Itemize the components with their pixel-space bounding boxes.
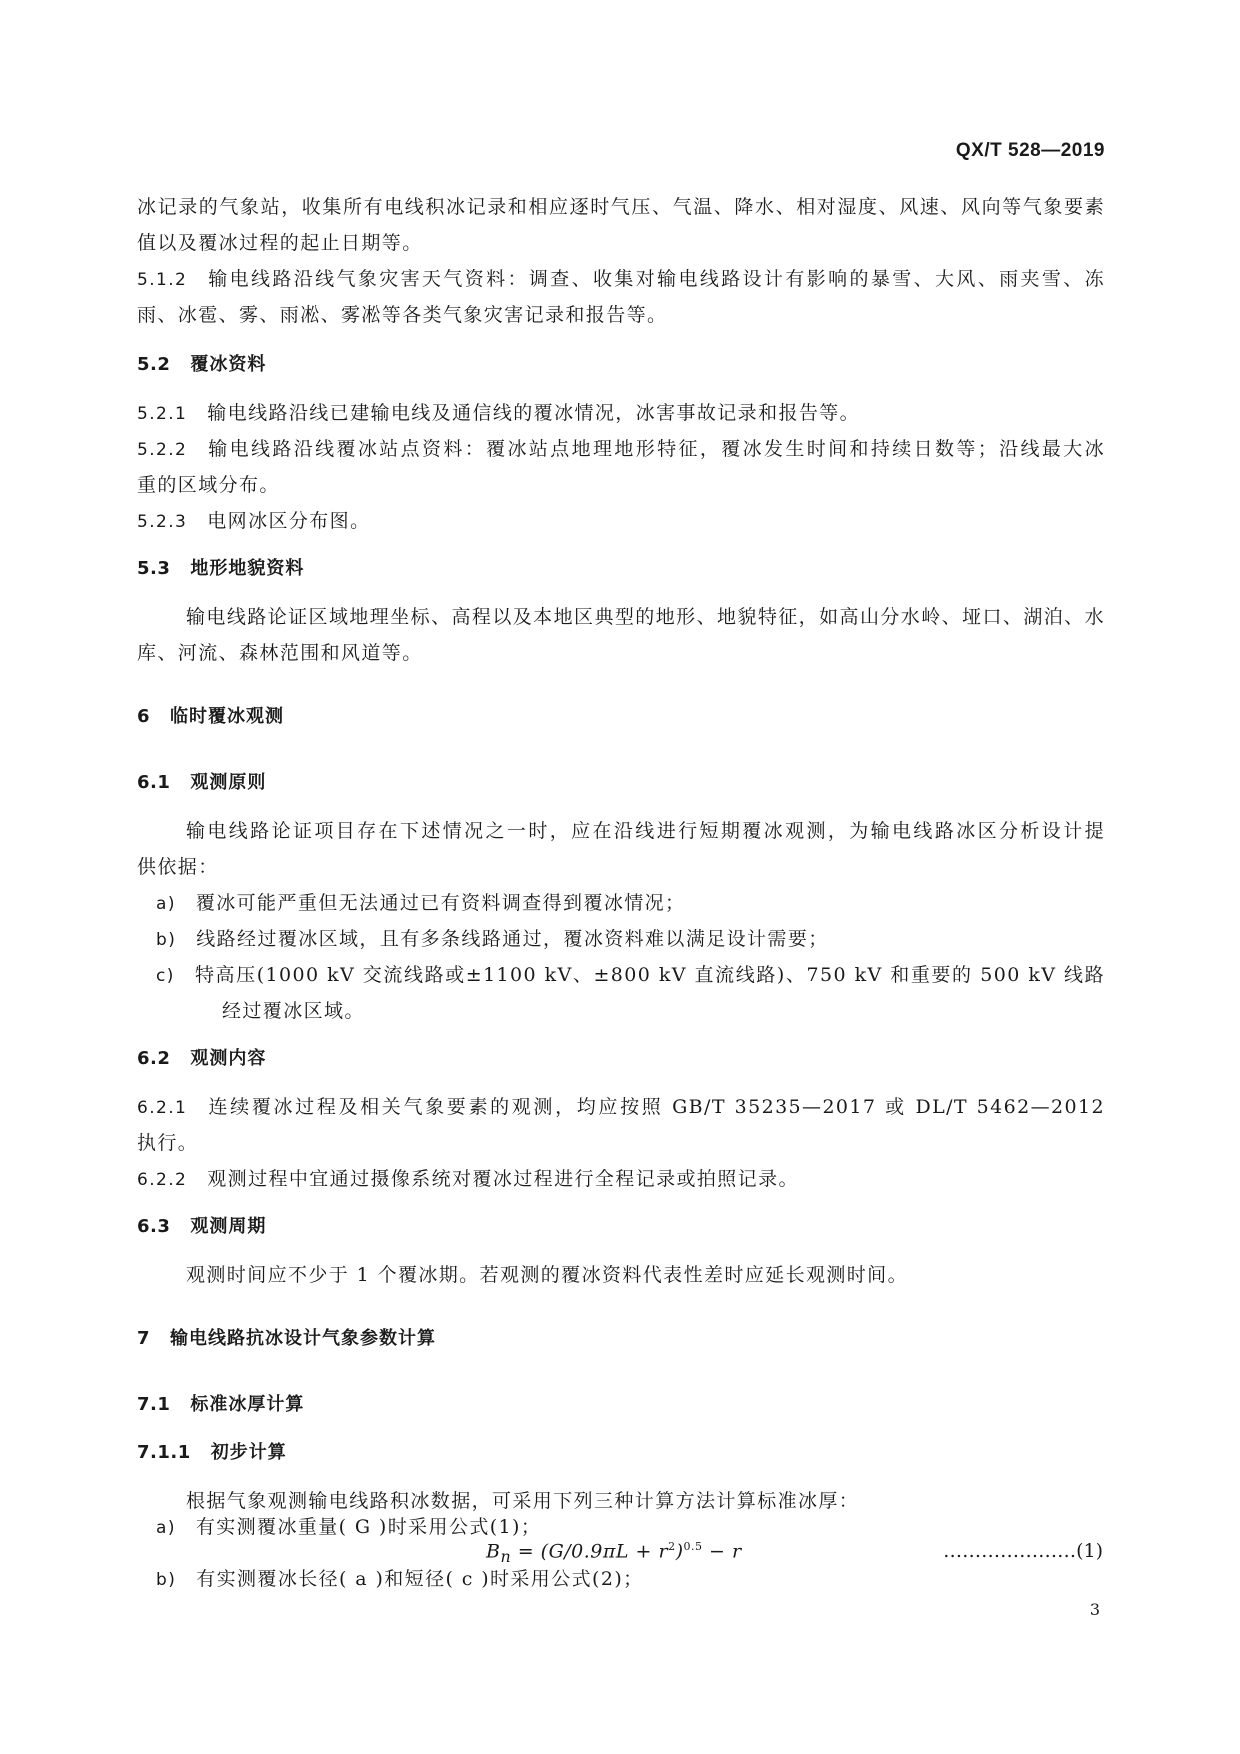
paragraph-line: 根据气象观测输电线路积冰数据，可采用下列三种计算方法计算标准冰厚： bbox=[186, 1490, 860, 1512]
formula-1 bbox=[486, 1540, 742, 1566]
section-heading-5-3 bbox=[137, 556, 1105, 582]
clause-5-2-1 bbox=[137, 400, 1105, 427]
list-marker: b) bbox=[156, 1570, 177, 1590]
list-text: 覆冰可能严重但无法通过已有资料调查得到覆冰情况； bbox=[195, 892, 686, 914]
page-number: 3 bbox=[1089, 1600, 1100, 1619]
section-title: 观测内容 bbox=[190, 1048, 267, 1069]
section-number: 7.1 bbox=[137, 1394, 171, 1415]
list-item-a bbox=[156, 890, 1105, 917]
list-text: 特高压(1000 kV 交流线路或±1100 kV、±800 kV 直流线路)、750 kV 和重要的 500 kV 线路 bbox=[194, 964, 1105, 986]
clause-text: 输电线路沿线已建输电线及通信线的覆冰情况，冰害事故记录和报告等。 bbox=[207, 402, 861, 424]
clause-number: 5.2.3 bbox=[137, 512, 188, 532]
formula-exponent: 2 bbox=[668, 1540, 676, 1553]
list-text: 有实测覆冰重量( G )时采用公式(1)； bbox=[195, 1516, 542, 1538]
formula-symbol: B bbox=[486, 1540, 501, 1563]
section-title: 覆冰资料 bbox=[190, 354, 267, 375]
chapter-number: 6 bbox=[137, 706, 151, 727]
section-number: 5.3 bbox=[137, 558, 171, 579]
paragraph-line: 冰记录的气象站，收集所有电线积冰记录和相应逐时气压、气温、降水、相对湿度、风速、风向等气象要素 bbox=[137, 196, 1105, 218]
section-title: 地形地貌资料 bbox=[190, 558, 305, 579]
paragraph-line: 输电线路论证项目存在下述情况之一时，应在沿线进行短期覆冰观测，为输电线路冰区分析设计提 bbox=[186, 820, 1105, 842]
clause-6-2-1 bbox=[137, 1094, 1105, 1121]
section-heading-6-3 bbox=[137, 1214, 1105, 1240]
section-title: 观测原则 bbox=[190, 772, 267, 793]
clause-text: 输电线路沿线覆冰站点资料：覆冰站点地理地形特征，覆冰发生时间和持续日数等；沿线最大冰 bbox=[207, 438, 1105, 460]
clause-5-2-3 bbox=[137, 508, 1105, 535]
section-number: 7.1.1 bbox=[137, 1442, 191, 1463]
clause-number: 6.2.1 bbox=[137, 1098, 188, 1118]
section-title: 初步计算 bbox=[210, 1442, 287, 1463]
section-number: 6.1 bbox=[137, 772, 171, 793]
paragraph-line: 雨、冰雹、雾、雨凇、雾凇等各类气象灾害记录和报告等。 bbox=[137, 304, 668, 326]
list-marker: c) bbox=[156, 966, 175, 986]
paragraph-line: 供依据： bbox=[137, 856, 219, 878]
paragraph-line: 执行。 bbox=[137, 1132, 199, 1154]
formula-paren: ) bbox=[675, 1540, 684, 1563]
clause-5-1-2 bbox=[137, 266, 1105, 293]
section-title: 观测周期 bbox=[190, 1216, 267, 1237]
section-heading-6-2 bbox=[137, 1046, 1105, 1072]
clause-number: 6.2.2 bbox=[137, 1170, 188, 1190]
list-marker: a) bbox=[156, 1518, 176, 1538]
clause-number: 5.2.1 bbox=[137, 404, 188, 424]
list-marker: b) bbox=[156, 930, 177, 950]
clause-text: 输电线路沿线气象灾害天气资料：调查、收集对输电线路设计有影响的暴雪、大风、雨夹雪、冻 bbox=[207, 268, 1105, 290]
list-text: 线路经过覆冰区域，且有多条线路通过，覆冰资料难以满足设计需要； bbox=[196, 928, 829, 950]
paragraph-line: 值以及覆冰过程的起止日期等。 bbox=[137, 232, 423, 254]
list-item-7a bbox=[156, 1514, 1105, 1541]
paragraph-line: 库、河流、森林范围和风道等。 bbox=[137, 642, 423, 664]
clause-text: 电网冰区分布图。 bbox=[207, 510, 371, 532]
section-heading-6-1 bbox=[137, 770, 1105, 796]
formula-body: = (G/0.9πL + r bbox=[511, 1540, 669, 1563]
clause-6-2-2 bbox=[137, 1166, 1105, 1193]
list-marker: a) bbox=[156, 894, 176, 914]
section-number: 6.3 bbox=[137, 1216, 171, 1237]
list-text-continuation: 经过覆冰区域。 bbox=[222, 1000, 365, 1022]
clause-text: 观测过程中宜通过摄像系统对覆冰过程进行全程记录或拍照记录。 bbox=[207, 1168, 799, 1190]
list-item-c bbox=[156, 962, 1105, 989]
standard-number: QX/T 528—2019 bbox=[955, 140, 1105, 161]
list-text: 有实测覆冰长径( a )和短径( c )时采用公式(2)； bbox=[196, 1568, 644, 1590]
list-item-7b bbox=[156, 1566, 1105, 1593]
clause-number: 5.2.2 bbox=[137, 440, 188, 460]
equation-number: …………………(1) bbox=[943, 1540, 1103, 1562]
chapter-title: 输电线路抗冰设计气象参数计算 bbox=[170, 1328, 437, 1349]
chapter-title: 临时覆冰观测 bbox=[170, 706, 285, 727]
paragraph-line: 观测时间应不少于 1 个覆冰期。若观测的覆冰资料代表性差时应延长观测时间。 bbox=[186, 1264, 908, 1286]
subsection-heading-7-1-1 bbox=[137, 1440, 1105, 1466]
clause-number: 5.1.2 bbox=[137, 270, 188, 290]
list-item-b bbox=[156, 926, 1105, 953]
paragraph-line: 输电线路论证区域地理坐标、高程以及本地区典型的地形、地貌特征，如高山分水岭、垭口、湖泊、水 bbox=[186, 606, 1105, 628]
chapter-heading-7 bbox=[137, 1326, 1105, 1352]
section-heading-5-2 bbox=[137, 352, 1105, 378]
clause-text: 连续覆冰过程及相关气象要素的观测，均应按照 GB/T 35235—2017 或 DL/T 5462—2012 bbox=[207, 1096, 1105, 1118]
paragraph-line: 重的区域分布。 bbox=[137, 474, 280, 496]
chapter-number: 7 bbox=[137, 1328, 151, 1349]
formula-subscript: n bbox=[500, 1547, 512, 1567]
clause-5-2-2 bbox=[137, 436, 1105, 463]
section-title: 标准冰厚计算 bbox=[190, 1394, 305, 1415]
formula-tail: − r bbox=[702, 1540, 742, 1563]
section-heading-7-1 bbox=[137, 1392, 1105, 1418]
section-number: 6.2 bbox=[137, 1048, 171, 1069]
chapter-heading-6 bbox=[137, 704, 1105, 730]
section-number: 5.2 bbox=[137, 354, 171, 375]
formula-exponent: 0.5 bbox=[683, 1540, 703, 1553]
